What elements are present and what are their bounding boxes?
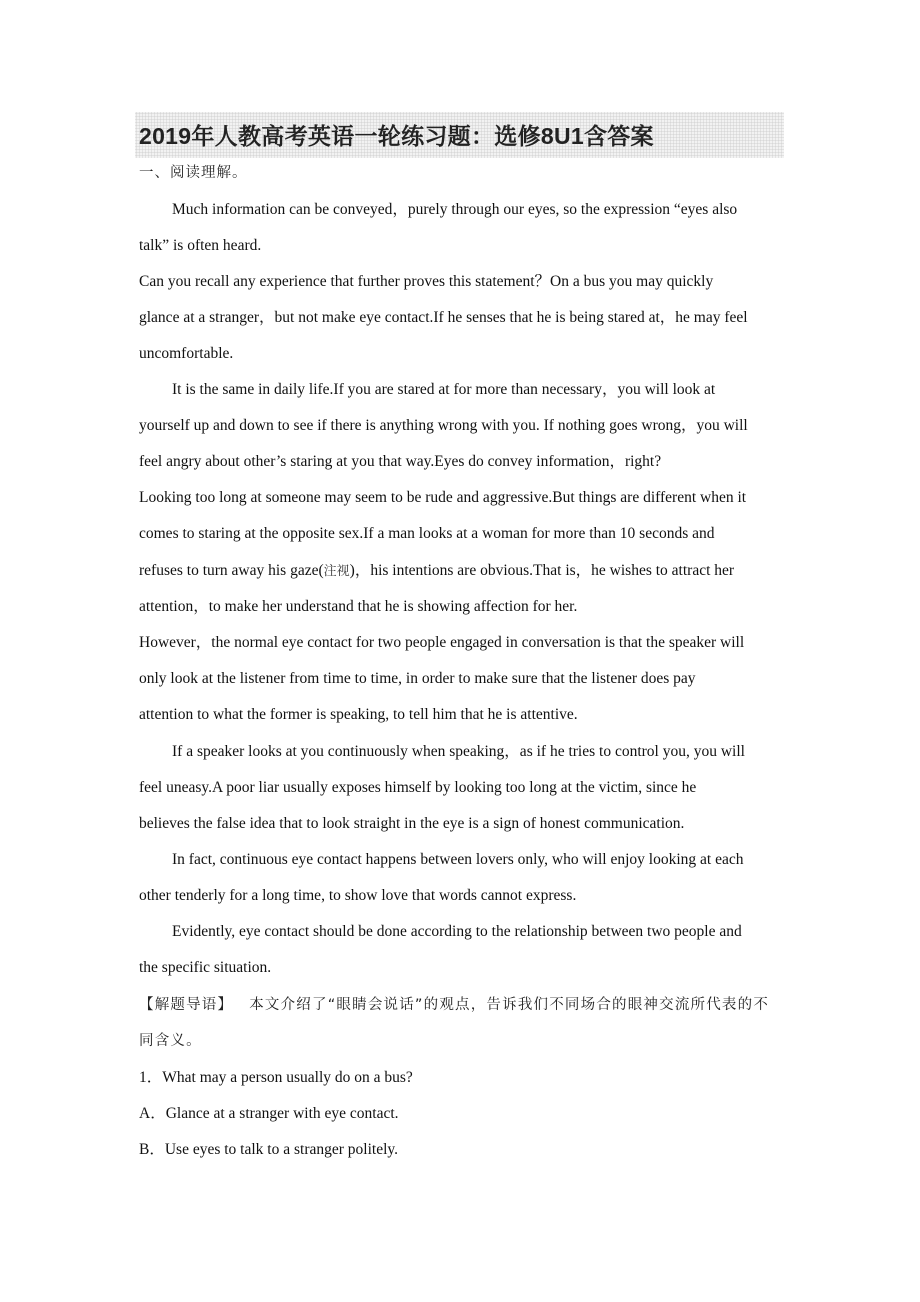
option-letter: B． [139, 1141, 165, 1158]
section-heading: 一、阅读理解。 [139, 165, 248, 181]
passage-line: Much information can be conveyed，purely through our eyes, so the expression “eyes also [172, 201, 738, 218]
chinese-gloss: 注视 [323, 564, 350, 579]
passage-line: yourself up and down to see if there is anything wrong with you. If nothing goes wrong，you will [139, 417, 748, 434]
question-number: 1． [139, 1069, 163, 1086]
question-stem: What may a person usually do on a bus? [162, 1069, 413, 1086]
passage-line: uncomfortable. [139, 345, 234, 362]
guide-line-2: 同含义。 [139, 1033, 202, 1049]
option-text: Glance at a stranger with eye contact. [165, 1105, 399, 1122]
passage-line: other tenderly for a long time, to show love that words cannot express. [139, 887, 577, 904]
passage-line: glance at a stranger，but not make eye contact.If he senses that he is being stared at，he may feel [139, 309, 748, 326]
option-letter: A． [139, 1105, 166, 1122]
passage-line [139, 561, 734, 582]
passage-line: attention to what the former is speaking, to tell him that he is attentive. [139, 706, 578, 723]
passage-line: Evidently, eye contact should be done according to the relationship between two people and [172, 923, 742, 940]
passage-line: believes the false idea that to look straight in the eye is a sign of honest communication. [139, 815, 685, 832]
passage-line: In fact, continuous eye contact happens between lovers only, who will enjoy looking at each [172, 851, 744, 868]
passage-text: refuses to turn away his gaze( [139, 562, 324, 579]
passage-line: talk” is often heard. [139, 237, 262, 254]
document-title: 2019年人教高考英语一轮练习题：选修8U1含答案 [139, 123, 654, 149]
passage-line: feel angry about other’s staring at you that way.Eyes do convey information，right? [139, 453, 662, 470]
passage-line: attention，to make her understand that he is showing affection for her. [139, 598, 578, 615]
passage-line: However，the normal eye contact for two people engaged in conversation is that the speaker will [139, 634, 745, 651]
passage-line: only look at the listener from time to time, in order to make sure that the listener does pay [139, 670, 696, 687]
option-a [139, 1104, 399, 1124]
passage-line: feel uneasy.A poor liar usually exposes himself by looking too long at the victim, since he [139, 779, 697, 796]
guide-text: 本文介绍了“眼睛会说话”的观点，告诉我们不同场合的眼神交流所代表的不 [249, 997, 770, 1013]
passage-line: Can you recall any experience that further proves this statement？On a bus you may quickly [139, 273, 714, 290]
guide-line [139, 995, 769, 1015]
option-text: Use eyes to talk to a stranger politely. [164, 1141, 398, 1158]
passage-line: comes to staring at the opposite sex.If a man looks at a woman for more than 10 seconds and [139, 525, 715, 542]
passage-text: )，his intentions are obvious.That is，he wishes to attract her [349, 562, 735, 579]
passage-line: the specific situation. [139, 959, 272, 976]
option-b [139, 1140, 398, 1160]
question-1 [139, 1068, 413, 1088]
passage-line: Looking too long at someone may seem to be rude and aggressive.But things are different when it [139, 489, 747, 506]
guide-label: 【解题导语】 [139, 997, 234, 1013]
passage-line: If a speaker looks at you continuously when speaking，as if he tries to control you, you will [172, 743, 745, 760]
passage-line: It is the same in daily life.If you are stared at for more than necessary，you will look at [172, 381, 716, 398]
